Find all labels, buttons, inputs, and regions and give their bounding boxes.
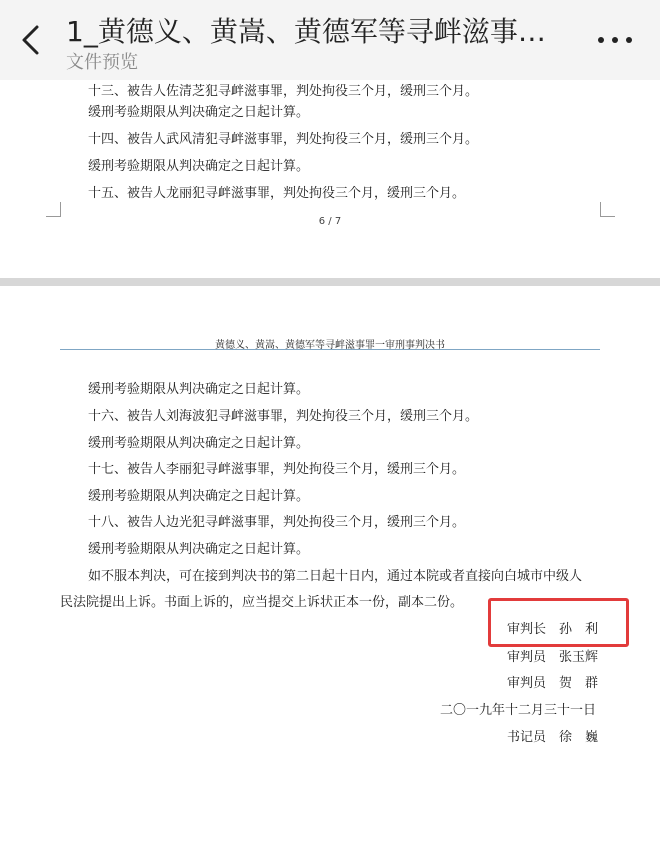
page-header: 黄德义、黄嵩、黄德军等寻衅滋事罪一审刑事判决书 [215, 340, 445, 351]
appeal-paragraph-line: 如不服本判决，可在接到判决书的第二日起十日内，通过本院或者直接向白城市中级人 [88, 569, 583, 584]
page-number: 6 / 7 [318, 216, 342, 227]
more-button[interactable] [592, 28, 638, 52]
margin-mark [46, 202, 61, 217]
document-line: 十六、被告人刘海波犯寻衅滋事罪，判处拘役三个月，缓刑三个月。 [88, 409, 479, 424]
signature-clerk: 书记员 徐 巍 [507, 730, 599, 745]
document-title: 1_黄德义、黄嵩、黄德军等寻衅滋事… [66, 15, 546, 48]
document-page-7 [0, 286, 660, 850]
chevron-left-icon [12, 20, 52, 60]
document-line: 缓刑考验期限从判决确定之日起计算。 [88, 105, 310, 120]
signature-judge: 审判员 张玉辉 [507, 650, 599, 665]
document-line: 十八、被告人边光犯寻衅滋事罪，判处拘役三个月，缓刑三个月。 [88, 515, 466, 530]
judgment-date: 二〇一九年十二月三十一日 [440, 703, 597, 718]
highlight-box [488, 598, 629, 647]
document-page-6 [0, 80, 660, 278]
document-line: 十四、被告人武风清犯寻衅滋事罪，判处拘役三个月，缓刑三个月。 [88, 132, 479, 147]
appeal-paragraph-line: 民法院提出上诉。书面上诉的，应当提交上诉状正本一份，副本二份。 [60, 595, 464, 610]
header-rule [60, 349, 600, 350]
page-separator [0, 278, 660, 286]
signature-chief-judge: 审判长 孙 利 [507, 622, 599, 637]
more-horizontal-icon [592, 28, 638, 52]
document-line: 缓刑考验期限从判决确定之日起计算。 [88, 159, 310, 174]
document-line: 缓刑考验期限从判决确定之日起计算。 [88, 542, 310, 557]
document-subtitle: 文件预览 [66, 52, 138, 73]
document-line: 十五、被告人龙丽犯寻衅滋事罪，判处拘役三个月，缓刑三个月。 [88, 186, 466, 201]
signature-judge: 审判员 贺 群 [507, 676, 599, 691]
document-line: 缓刑考验期限从判决确定之日起计算。 [88, 382, 310, 397]
document-line: 缓刑考验期限从判决确定之日起计算。 [88, 489, 310, 504]
margin-mark [600, 202, 615, 217]
back-button[interactable] [12, 20, 52, 60]
top-bar [0, 0, 660, 80]
document-line: 缓刑考验期限从判决确定之日起计算。 [88, 436, 310, 451]
document-line: 十三、被告人佐清芝犯寻衅滋事罪，判处拘役三个月，缓刑三个月。 [88, 84, 479, 99]
document-line: 十七、被告人李丽犯寻衅滋事罪，判处拘役三个月，缓刑三个月。 [88, 462, 466, 477]
